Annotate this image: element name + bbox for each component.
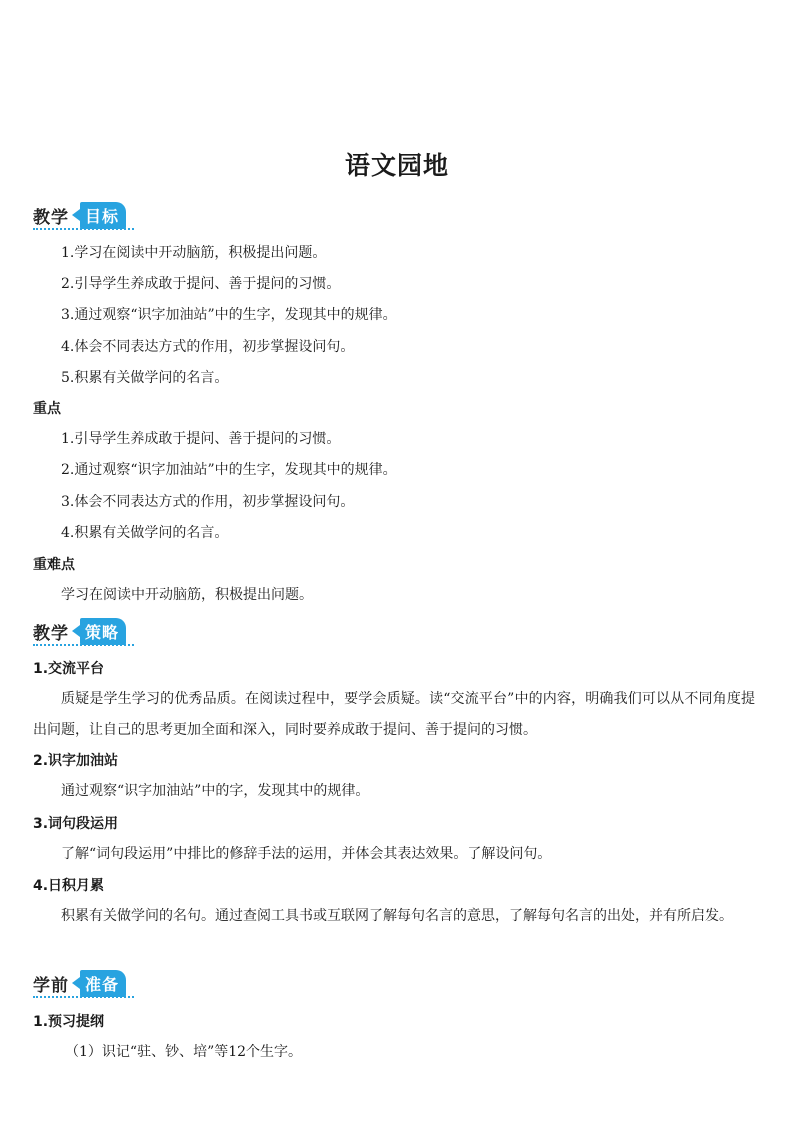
goal-item: 3.通过观察“识字加油站”中的生字，发现其中的规律。 bbox=[61, 307, 397, 323]
key-item: 3.体会不同表达方式的作用，初步掌握设问句。 bbox=[61, 494, 355, 510]
dotted-underline bbox=[33, 996, 134, 998]
strategy-text: 了解“词句段运用”中排比的修辞手法的运用，并体会其表达效果。了解设问句。 bbox=[61, 846, 552, 862]
key-item: 4.积累有关做学问的名言。 bbox=[61, 525, 229, 541]
prep-item: （1）识记“驻、钞、培”等12个生字。 bbox=[65, 1044, 303, 1060]
tag-arrow-icon bbox=[72, 209, 80, 221]
goal-item: 5.积累有关做学问的名言。 bbox=[61, 370, 229, 386]
strategy-text: 通过观察“识字加油站”中的字，发现其中的规律。 bbox=[61, 783, 370, 799]
strategy-heading: 1.交流平台 bbox=[33, 661, 105, 677]
prep-heading: 1.预习提纲 bbox=[33, 1014, 105, 1030]
section-header-prep bbox=[33, 968, 126, 998]
difficult-text: 学习在阅读中开动脑筋，积极提出问题。 bbox=[61, 587, 313, 603]
section-tag: 目标 bbox=[80, 202, 126, 229]
dotted-underline bbox=[33, 228, 134, 230]
key-item: 1.引导学生养成敢于提问、善于提问的习惯。 bbox=[61, 431, 341, 447]
section-label: 教学 bbox=[33, 207, 69, 228]
difficult-points-label: 重难点 bbox=[33, 557, 75, 573]
strategy-text: 质疑是学生学习的优秀品质。在阅读过程中，要学会质疑。读“交流平台”中的内容，明确我们可以从不同角度提出问题，让自己的思考更加全面和深入，同时要养成敢于提问、善于提问的习惯。 bbox=[33, 691, 755, 738]
section-header-strategy bbox=[33, 616, 126, 646]
strategy-heading: 3.词句段运用 bbox=[33, 816, 119, 832]
strategy-heading: 2.识字加油站 bbox=[33, 753, 119, 769]
strategy-text: 积累有关做学问的名句。通过查阅工具书或互联网了解每句名言的意思，了解每句名言的出处，并有所启发。 bbox=[61, 908, 733, 924]
section-label: 学前 bbox=[33, 975, 69, 996]
dotted-underline bbox=[33, 644, 134, 646]
key-points-label: 重点 bbox=[33, 401, 61, 417]
section-tag: 准备 bbox=[80, 970, 126, 997]
goal-item: 1.学习在阅读中开动脑筋，积极提出问题。 bbox=[61, 245, 327, 261]
key-item: 2.通过观察“识字加油站”中的生字，发现其中的规律。 bbox=[61, 462, 397, 478]
goal-item: 2.引导学生养成敢于提问、善于提问的习惯。 bbox=[61, 276, 341, 292]
tag-arrow-icon bbox=[72, 625, 80, 637]
section-header-goals bbox=[33, 200, 126, 230]
page-title: 语文园地 bbox=[344, 151, 449, 180]
section-label: 教学 bbox=[33, 623, 69, 644]
section-tag: 策略 bbox=[80, 618, 126, 645]
tag-arrow-icon bbox=[72, 977, 80, 989]
strategy-heading: 4.日积月累 bbox=[33, 878, 105, 894]
goal-item: 4.体会不同表达方式的作用，初步掌握设问句。 bbox=[61, 339, 355, 355]
